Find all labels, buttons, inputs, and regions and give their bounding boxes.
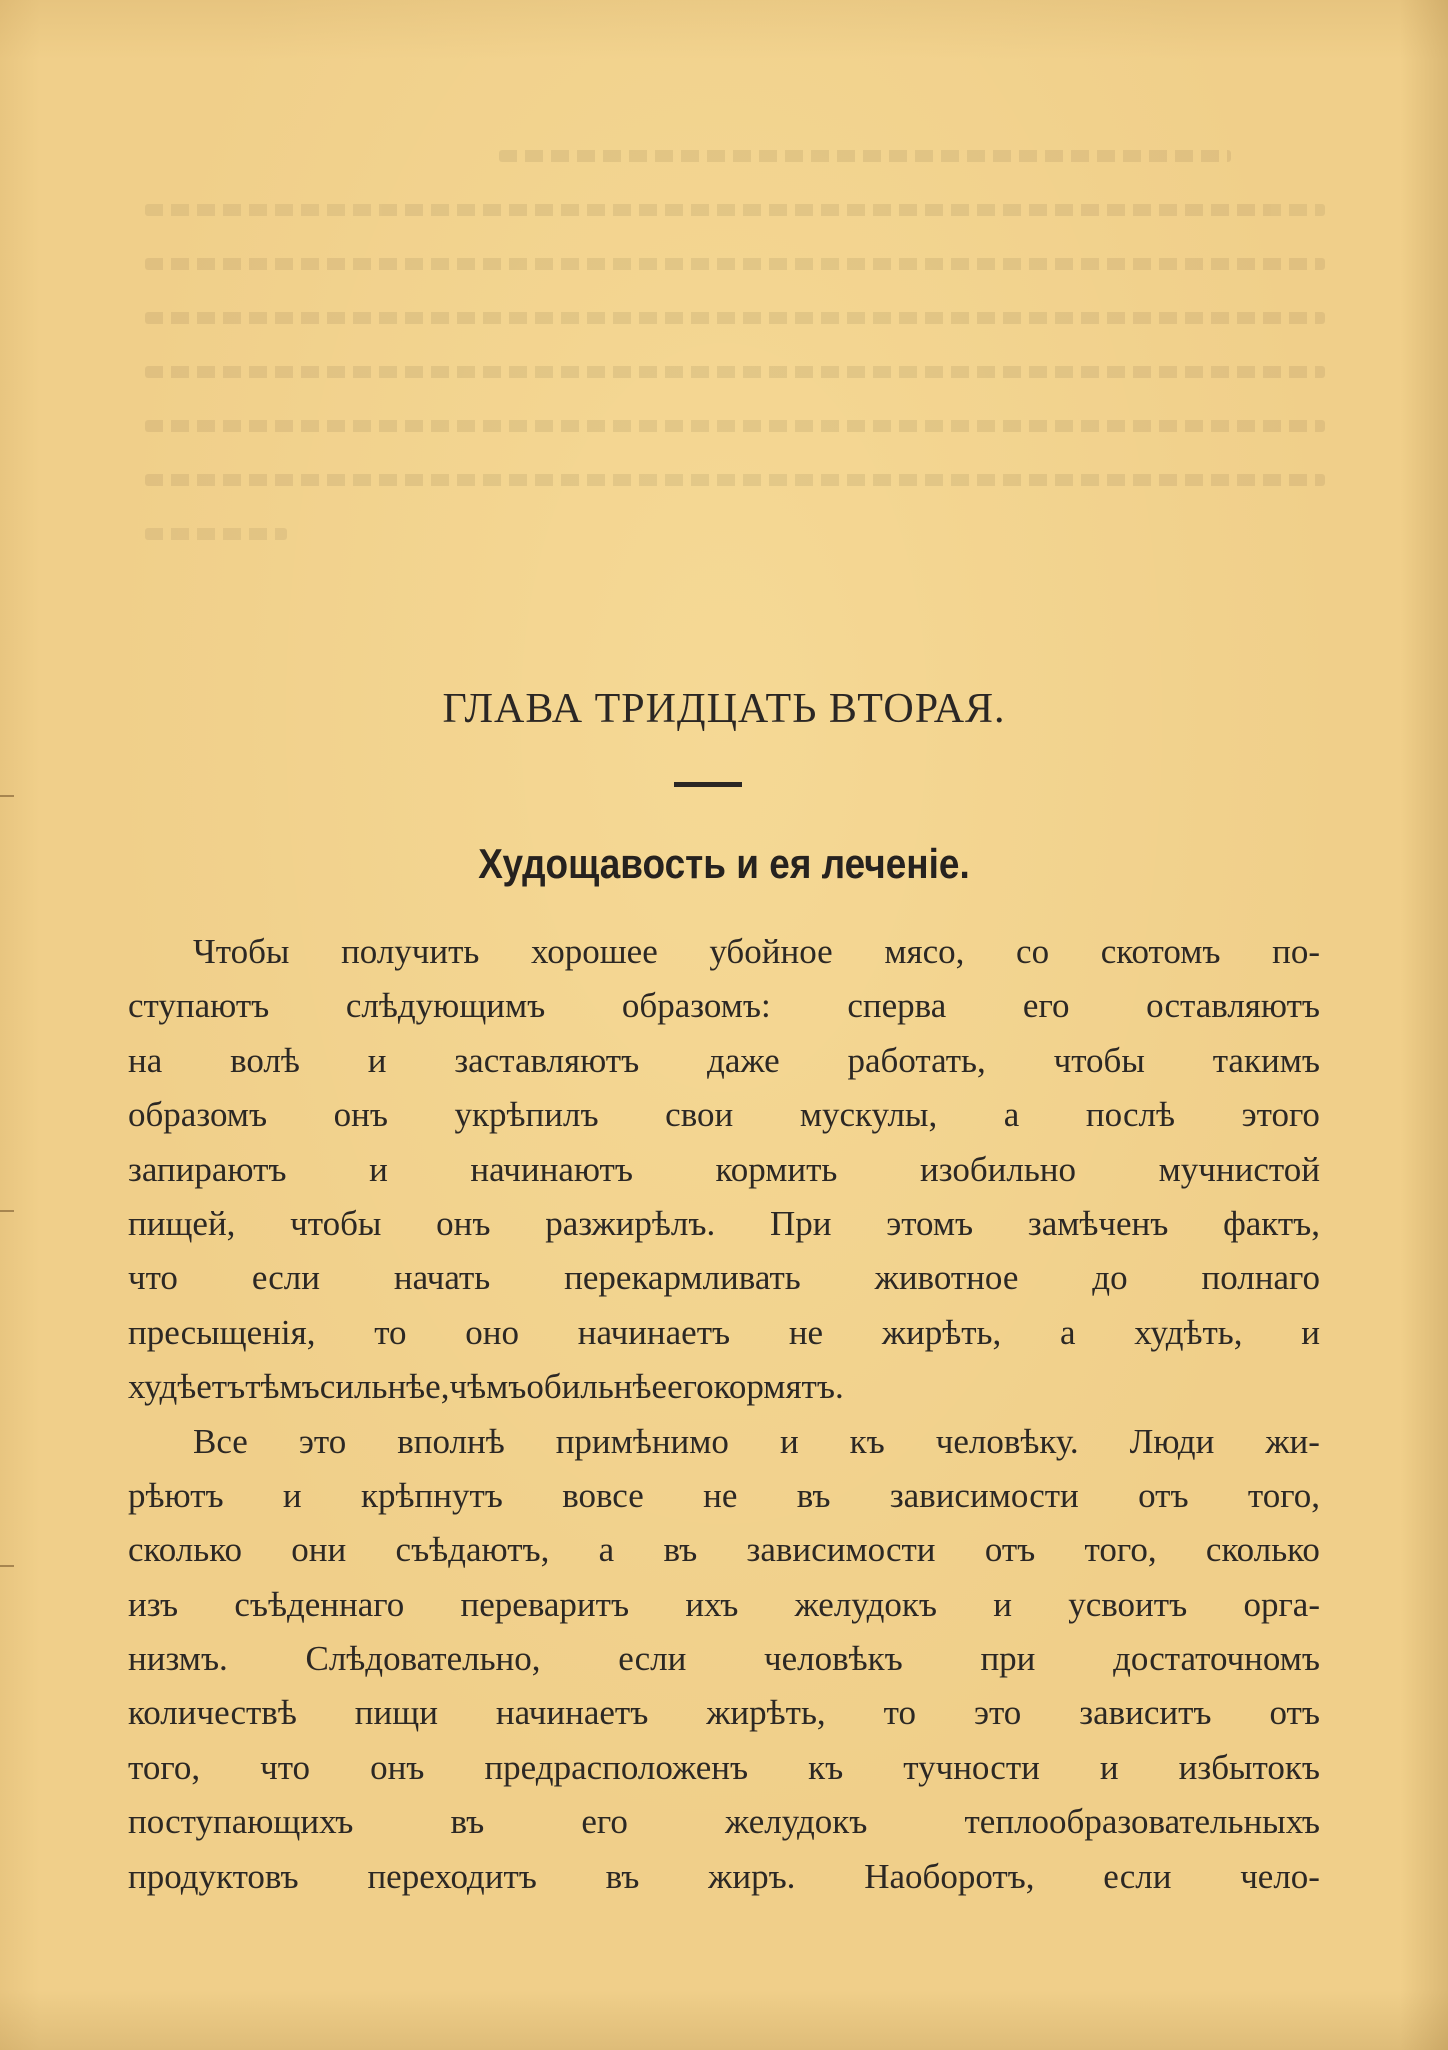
word: разжирѣлъ.	[545, 1203, 716, 1243]
text-line	[128, 1850, 1320, 1904]
text-line	[128, 1360, 1320, 1414]
word: мускулы,	[799, 1095, 938, 1135]
word: орга-	[1243, 1584, 1320, 1624]
word: оно	[465, 1312, 519, 1352]
word: переходитъ	[367, 1856, 537, 1896]
word: тѣмъ	[245, 1367, 320, 1407]
word: сколько	[128, 1530, 242, 1570]
word: желудокъ	[724, 1802, 868, 1842]
paragraph	[128, 1415, 1320, 1905]
word: къ	[849, 1421, 885, 1461]
word: изъ	[128, 1584, 179, 1624]
body-text	[128, 925, 1320, 1904]
text-line	[128, 1415, 1320, 1469]
word: жиръ.	[708, 1856, 796, 1896]
word: теплообразовательныхъ	[964, 1802, 1320, 1842]
word: фактъ,	[1223, 1203, 1320, 1243]
text-line	[128, 1632, 1320, 1686]
word: худѣетъ	[128, 1367, 246, 1407]
word: что	[128, 1258, 178, 1298]
chapter-heading: ГЛАВА ТРИДЦАТЬ ВТОРАЯ.	[442, 686, 1006, 732]
word: Все	[193, 1421, 248, 1461]
word: то	[883, 1693, 916, 1733]
word: низмъ.	[128, 1639, 228, 1679]
text-line	[128, 1523, 1320, 1577]
word: его	[581, 1802, 628, 1842]
word: запираютъ	[128, 1149, 287, 1189]
word: изобильно	[919, 1149, 1077, 1189]
word: его	[667, 1367, 714, 1407]
word: перекармливать	[564, 1258, 801, 1298]
word: убойное	[709, 932, 833, 971]
word: худѣть,	[1134, 1312, 1243, 1352]
word: онъ	[436, 1203, 491, 1243]
margin-mark	[0, 795, 14, 797]
text-line	[128, 1197, 1320, 1251]
word: человѣку.	[935, 1421, 1079, 1461]
word: даже	[707, 1040, 780, 1080]
word: мясо,	[884, 932, 965, 971]
word: поступающихъ	[128, 1802, 354, 1842]
word: отъ	[1138, 1475, 1189, 1515]
word: пресыщенія,	[128, 1312, 316, 1352]
word: переваритъ	[460, 1584, 630, 1624]
word: это	[298, 1421, 347, 1461]
word: образомъ:	[621, 986, 771, 1026]
word: свои	[665, 1095, 734, 1135]
word: жирѣть,	[881, 1312, 1002, 1352]
word: въ	[605, 1856, 640, 1896]
text-line	[128, 1686, 1320, 1740]
word: и	[993, 1584, 1012, 1624]
word: слѣдующимъ	[345, 986, 546, 1026]
section-title: Худощавость и ея леченіе.	[478, 840, 970, 887]
word: хорошее	[531, 932, 658, 971]
word: обильнѣе	[526, 1367, 668, 1407]
word: зависитъ	[1079, 1693, 1212, 1733]
word: того,	[1084, 1530, 1157, 1570]
word: и	[367, 1040, 387, 1080]
word: количествѣ	[128, 1693, 297, 1733]
word: по-	[1272, 932, 1320, 971]
word: съѣдаютъ,	[395, 1530, 550, 1570]
text-line	[128, 1578, 1320, 1632]
word: въ	[450, 1802, 485, 1842]
show-through-text	[145, 150, 1325, 570]
word: желудокъ	[794, 1584, 937, 1624]
word: этого	[1241, 1095, 1320, 1135]
word: пищи	[354, 1693, 438, 1733]
word: съѣденнаго	[234, 1584, 405, 1624]
word: при	[980, 1639, 1036, 1679]
text-line	[128, 979, 1320, 1033]
word: не	[703, 1475, 738, 1515]
word: сильнѣе,	[319, 1367, 450, 1407]
word: продуктовъ	[128, 1856, 299, 1896]
text-line	[128, 1795, 1320, 1849]
word: усвоитъ	[1068, 1584, 1188, 1624]
word: онъ	[370, 1747, 425, 1787]
word: крѣпнутъ	[360, 1475, 503, 1515]
word: то	[374, 1312, 407, 1352]
margin-mark	[0, 1565, 14, 1567]
word: чѣмъ	[449, 1367, 527, 1407]
word: это	[973, 1693, 1022, 1733]
word: Наоборотъ,	[864, 1856, 1035, 1896]
word: Слѣдовательно,	[305, 1639, 541, 1679]
word: работать,	[847, 1040, 986, 1080]
word: чтобы	[290, 1203, 382, 1243]
word: къ	[808, 1747, 844, 1787]
word: того,	[128, 1747, 201, 1787]
word: послѣ	[1085, 1095, 1176, 1135]
word: и	[1301, 1312, 1320, 1352]
word: достаточномъ	[1113, 1639, 1320, 1679]
word: жи-	[1265, 1421, 1320, 1461]
word: такимъ	[1212, 1040, 1320, 1080]
word: замѣченъ	[1027, 1203, 1169, 1243]
word: со	[1016, 932, 1050, 971]
text-line	[128, 1306, 1320, 1360]
word: а	[1003, 1095, 1020, 1135]
word: отъ	[1269, 1693, 1320, 1733]
word: волѣ	[230, 1040, 300, 1080]
word: отъ	[984, 1530, 1036, 1570]
word: рѣютъ	[128, 1475, 224, 1515]
text-line	[128, 1251, 1320, 1305]
word: предрасположенъ	[484, 1747, 749, 1787]
word: его	[1022, 986, 1070, 1026]
word: примѣнимо	[555, 1421, 729, 1461]
word: образомъ	[128, 1095, 268, 1135]
word: начать	[393, 1258, 491, 1298]
word: сколько	[1205, 1530, 1320, 1570]
word: сперва	[847, 986, 947, 1026]
word: а	[598, 1530, 615, 1570]
word: и	[779, 1421, 799, 1461]
word: ихъ	[685, 1584, 739, 1624]
word: животное	[874, 1258, 1019, 1298]
word: что	[260, 1747, 311, 1787]
word: вполнѣ	[397, 1421, 505, 1461]
word: зависимости	[746, 1530, 936, 1570]
paragraph	[128, 925, 1320, 1415]
word: заставляютъ	[454, 1040, 640, 1080]
word: чтобы	[1053, 1040, 1145, 1080]
word: начинаетъ	[577, 1312, 731, 1352]
word: и	[369, 1149, 388, 1189]
word: въ	[663, 1530, 698, 1570]
heading-divider	[674, 782, 742, 787]
word: Чтобы	[193, 932, 290, 971]
word: кормить	[715, 1149, 838, 1189]
word: начинаетъ	[495, 1693, 649, 1733]
word: чело-	[1240, 1856, 1320, 1896]
word: При	[769, 1203, 832, 1243]
word: если	[1103, 1856, 1172, 1896]
word: а	[1059, 1312, 1076, 1352]
word: полнаго	[1201, 1258, 1320, 1298]
word: онъ	[333, 1095, 388, 1135]
word: до	[1092, 1258, 1128, 1298]
text-line	[128, 1741, 1320, 1795]
word: и	[1099, 1747, 1119, 1787]
word: они	[291, 1530, 347, 1570]
word: оставляютъ	[1146, 986, 1320, 1026]
word: получить	[341, 932, 480, 971]
word: вовсе	[562, 1475, 644, 1515]
word: мучнистой	[1158, 1149, 1320, 1189]
word: избытокъ	[1178, 1747, 1320, 1787]
word: зависимости	[889, 1475, 1079, 1515]
word: укрѣпилъ	[454, 1095, 599, 1135]
word: человѣкъ	[764, 1639, 903, 1679]
word: этомъ	[886, 1203, 974, 1243]
word: на	[128, 1040, 163, 1080]
word: начинаютъ	[470, 1149, 633, 1189]
margin-mark	[0, 1210, 14, 1212]
word: если	[251, 1258, 320, 1298]
word: того,	[1247, 1475, 1320, 1515]
text-line	[128, 925, 1320, 979]
text-line	[128, 1088, 1320, 1142]
text-line	[128, 1143, 1320, 1197]
word: тучности	[903, 1747, 1040, 1787]
word: Люди	[1129, 1421, 1215, 1461]
word: и	[282, 1475, 302, 1515]
text-line	[128, 1034, 1320, 1088]
text-line	[128, 1469, 1320, 1523]
word: жирѣть,	[706, 1693, 826, 1733]
word: если	[618, 1639, 687, 1679]
word: въ	[796, 1475, 831, 1515]
word: ступаютъ	[128, 986, 270, 1026]
word: не	[788, 1312, 824, 1352]
word: скотомъ	[1100, 932, 1221, 971]
word: кормятъ.	[713, 1367, 844, 1407]
word: пищей,	[128, 1203, 236, 1243]
